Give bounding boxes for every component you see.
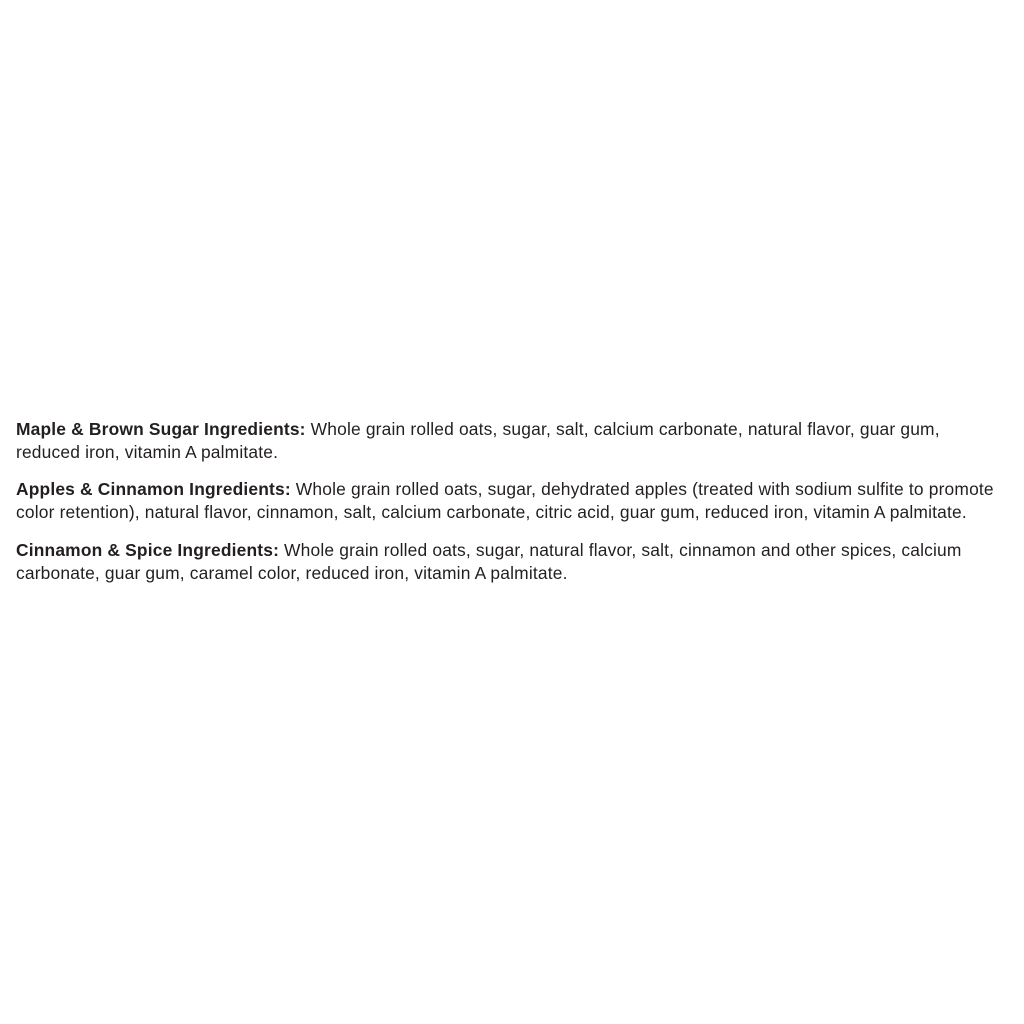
ingredient-paragraph xyxy=(16,478,1008,524)
ingredient-text: Whole grain rolled oats, sugar, dehydrated apples (treated with sodium sulfite to promote color retention), natural flavor, cinnamon, salt, calcium carbonate, citric acid, guar gum, reduced iron, vitamin A palmitate. xyxy=(16,479,994,523)
ingredient-label: Cinnamon & Spice Ingredients: xyxy=(16,539,280,560)
ingredient-paragraph xyxy=(16,539,1008,585)
ingredient-label: Apples & Cinnamon Ingredients: xyxy=(16,479,291,500)
ingredients-list xyxy=(16,418,1008,585)
ingredient-paragraph xyxy=(16,418,1008,464)
ingredient-text: Whole grain rolled oats, sugar, salt, calcium carbonate, natural flavor, guar gum, reduced iron, vitamin A palmitate. xyxy=(16,419,940,463)
ingredient-label: Maple & Brown Sugar Ingredients: xyxy=(16,419,306,439)
ingredient-text: Whole grain rolled oats, sugar, natural flavor, salt, cinnamon and other spices, calcium carbonate, guar gum, caramel color, reduced iron, vitamin A palmitate. xyxy=(16,539,962,583)
